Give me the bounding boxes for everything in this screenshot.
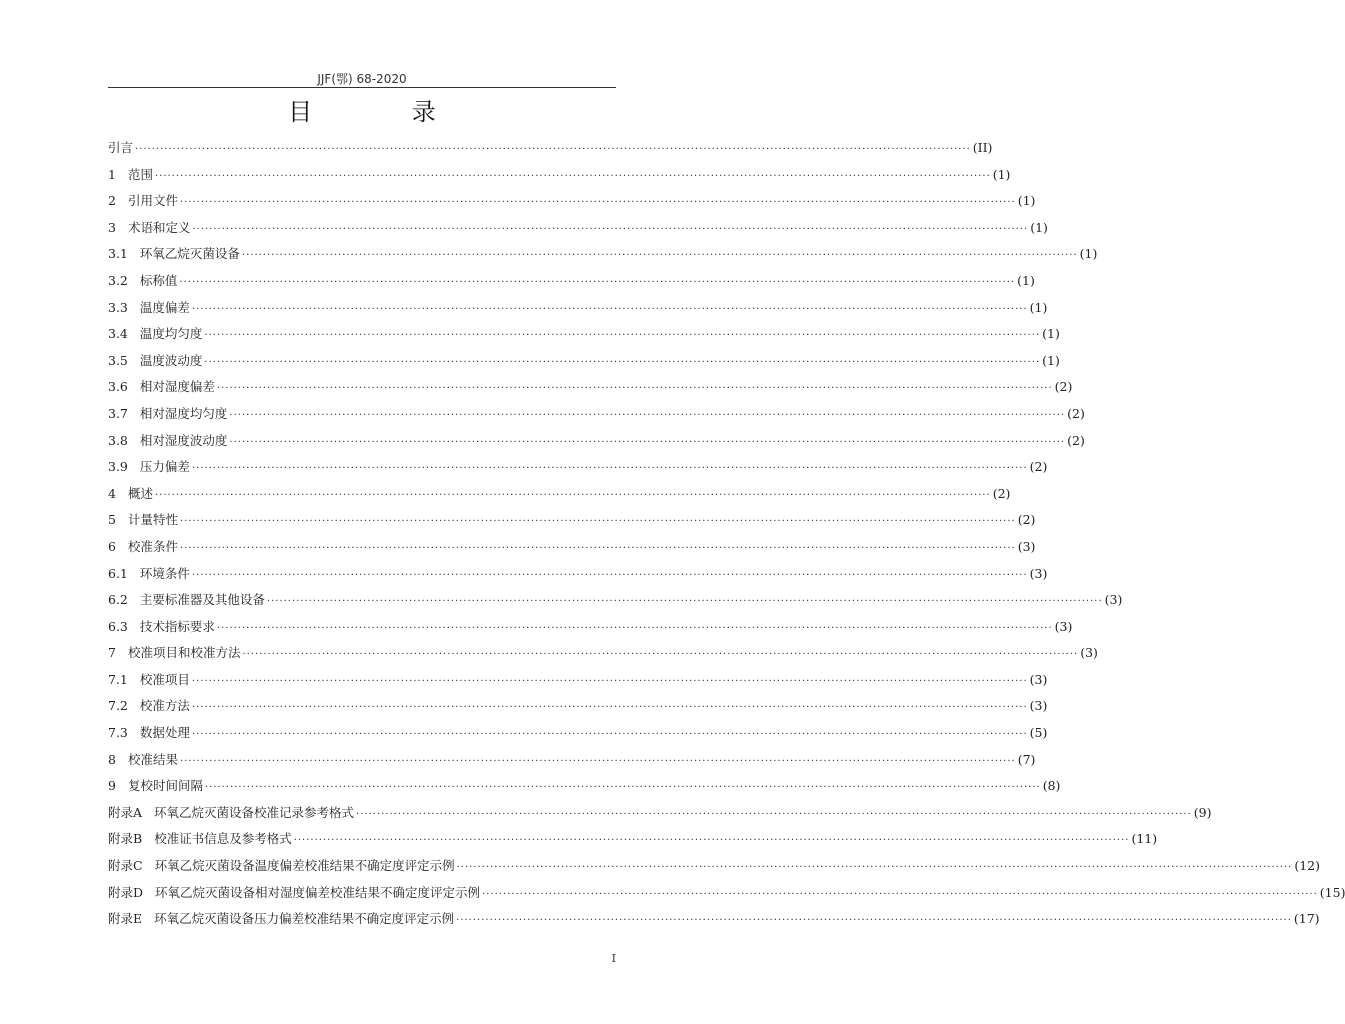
toc-list [108,138,1345,936]
toc-entry-label [108,909,456,927]
toc-leader-dots: ········································································································································································································ [204,782,1041,794]
toc-leader-dots: ········································································································································································································ [154,170,991,182]
toc-leader-dots: ········································································································································································································ [191,675,1028,687]
toc-entry[interactable] [108,537,1036,564]
toc-leader-dots: ········································································································································································································ [135,144,971,155]
toc-entry[interactable] [108,218,1048,245]
toc-leader-dots: ········································································································································································································ [191,729,1028,741]
toc-entry-page: (II) [972,140,993,155]
toc-leader-dots: ········································································································································································································ [191,569,1028,581]
toc-entry[interactable] [108,431,1085,458]
toc-entry-number: 5 [108,512,116,528]
toc-entry[interactable] [108,696,1048,723]
toc-entry[interactable] [108,803,1212,830]
toc-entry-label [108,510,180,528]
toc-leader-dots: ········································································································································································································ [191,463,1028,475]
toc-entry[interactable] [108,191,1036,218]
toc-entry-number: 7.3 [108,725,128,741]
toc-entry-label [108,324,204,342]
toc-entry-page: (15) [1319,884,1345,900]
toc-entry-page: (2) [1029,459,1048,475]
toc-entry-number: 8 [108,751,116,767]
toc-entry-number: 3.8 [108,432,128,448]
toc-entry-page: (2) [1067,405,1085,421]
toc-entry-label [108,298,192,316]
toc-entry-page: (1) [1042,352,1060,368]
toc-entry-title: 技术指标要求 [139,618,215,634]
toc-entry-title: 计量特性 [127,512,178,528]
toc-entry-number: 3.5 [108,352,128,368]
toc-entry-number: 7.1 [108,671,128,687]
toc-entry-number: 6.3 [108,618,128,634]
toc-title: 目 录 [288,98,482,126]
toc-entry-label [108,750,180,768]
toc-entry-label [108,803,356,821]
toc-entry-label [108,404,229,422]
toc-entry[interactable] [108,670,1048,697]
toc-entry-page: (3) [1029,671,1048,687]
toc-entry-number: 3 [108,219,116,235]
toc-entry-title: 校准证书信息及参考格式 [154,831,292,847]
toc-entry-label [108,457,192,475]
toc-entry-title: 压力偏差 [139,459,190,475]
toc-entry[interactable] [108,351,1060,378]
toc-entry[interactable] [108,324,1060,351]
toc-entry-label [108,883,482,901]
toc-leader-dots: ········································································································································································································ [356,808,1192,820]
toc-entry-page: (1) [1017,193,1036,209]
toc-entry-title: 相对湿度偏差 [139,379,215,395]
toc-leader-dots: ········································································································································································································ [179,516,1016,528]
toc-entry-page: (1) [1030,219,1048,235]
toc-entry-page: (1) [1029,299,1048,315]
toc-entry-page: (3) [1054,618,1073,634]
toc-entry-label [108,165,155,183]
toc-entry-label [108,590,267,608]
toc-leader-dots: ········································································································································································································ [216,383,1053,395]
toc-entry-number: 3.9 [108,459,128,475]
toc-entry-number: 附录E [108,911,143,927]
toc-leader-dots: ········································································································································································································ [216,622,1053,634]
toc-entry-page: (12) [1294,858,1321,874]
toc-leader-dots: ········································································································································································································ [192,223,1029,235]
toc-leader-dots: ········································································································································································································ [179,276,1016,288]
toc-entry-title: 校准结果 [127,751,178,767]
toc-entry-page: (17) [1293,911,1320,927]
toc-entry-label [108,244,242,262]
toc-leader-dots: ········································································································································································································ [191,303,1028,315]
toc-entry[interactable] [108,138,993,165]
toc-leader-dots: ········································································································································································································ [482,888,1318,900]
toc-entry-number: 3.7 [108,405,128,421]
toc-entry[interactable] [108,776,1061,803]
toc-entry-page: (3) [1080,645,1098,661]
toc-entry-title: 环氧乙烷灭菌设备温度偏差校准结果不确定度评定示例 [154,858,455,874]
toc-entry-page: (1) [1042,326,1060,342]
toc-entry-title: 校准项目 [139,671,190,687]
toc-entry-number: 附录D [108,884,144,900]
toc-entry-label [108,191,180,209]
toc-entry-page: (2) [992,485,1011,501]
toc-entry-number: 3.4 [108,326,128,342]
toc-entry-label [108,723,192,741]
toc-entry-page: (11) [1131,831,1158,847]
toc-entry-number: 1 [108,166,116,182]
toc-entry[interactable] [108,457,1048,484]
toc-entry-page: (3) [1017,538,1036,554]
toc-entry[interactable] [108,165,1011,192]
toc-leader-dots: ········································································································································································································ [242,649,1079,661]
toc-entry-number: 7.2 [108,698,128,714]
toc-entry-label [108,271,179,289]
toc-entry-title: 引用文件 [127,193,178,209]
toc-leader-dots: ········································································································································································································ [179,755,1016,767]
toc-entry-title: 引言 [108,140,134,155]
toc-entry-number: 7 [108,645,116,661]
toc-entry-label [108,776,205,794]
toc-entry-label [108,351,204,369]
toc-entry[interactable] [108,377,1073,404]
toc-entry-label [108,431,229,449]
toc-entry-number: 3.2 [108,272,128,288]
toc-entry-number: 附录A [108,804,143,820]
toc-entry-label [108,537,180,555]
toc-entry[interactable] [108,909,1320,936]
toc-entry-number: 4 [108,485,116,501]
toc-entry-title: 环氧乙烷灭菌设备相对湿度偏差校准结果不确定度评定示例 [155,884,481,900]
toc-leader-dots: ········································································································································································································ [179,197,1016,209]
toc-entry-title: 术语和定义 [127,219,191,235]
toc-entry-title: 相对湿度均匀度 [139,405,228,421]
toc-entry-title: 环氧乙烷灭菌设备校准记录参考格式 [154,804,355,820]
toc-entry-label [108,670,192,688]
toc-leader-dots: ········································································································································································································ [229,436,1066,448]
toc-entry[interactable] [108,856,1321,883]
toc-entry-title: 数据处理 [139,725,190,741]
toc-leader-dots: ········································································································································································································ [229,409,1066,421]
toc-entry-page: (8) [1042,778,1061,794]
toc-leader-dots: ········································································································································································································ [204,330,1041,342]
toc-entry-title: 环氧乙烷灭菌设备 [139,246,240,262]
toc-leader-dots: ········································································································································································································ [179,542,1016,554]
toc-entry-page: (1) [1017,272,1035,288]
toc-entry-label [108,484,155,502]
toc-entry-page: (3) [1029,698,1048,714]
toc-entry-number: 附录C [108,858,143,874]
toc-leader-dots: ········································································································································································································ [154,489,991,501]
toc-leader-dots: ········································································································································································································ [191,702,1028,714]
toc-entry-label [108,643,242,661]
header-rule [108,87,616,88]
toc-entry-page: (7) [1017,751,1036,767]
toc-entry-number: 3.3 [108,299,128,315]
toc-entry[interactable] [108,244,1098,271]
toc-entry-title: 概述 [127,485,153,501]
toc-entry-label [108,377,217,395]
toc-entry[interactable] [108,298,1048,325]
toc-entry-title: 环境条件 [139,565,190,581]
toc-leader-dots: ········································································································································································································ [456,915,1292,927]
toc-entry-title: 复校时间间隔 [127,778,203,794]
toc-leader-dots: ········································································································································································································ [266,596,1103,608]
toc-entry-number: 6 [108,538,116,554]
toc-entry-page: (3) [1104,592,1123,608]
toc-entry-label [108,617,217,635]
toc-entry-number: 3.6 [108,379,128,395]
toc-entry-title: 主要标准器及其他设备 [139,592,265,608]
toc-entry[interactable] [108,829,1158,856]
toc-entry-title: 校准条件 [127,538,178,554]
toc-entry-page: (2) [1067,432,1085,448]
toc-leader-dots: ········································································································································································································ [293,835,1130,847]
toc-entry-number: 9 [108,778,116,794]
toc-entry-page: (1) [992,166,1011,182]
toc-entry[interactable] [108,643,1098,670]
toc-entry-title: 温度均匀度 [139,326,203,342]
toc-entry[interactable] [108,271,1035,298]
toc-entry-page: (2) [1054,379,1073,395]
toc-entry-label [108,564,192,582]
toc-entry[interactable] [108,564,1048,591]
toc-leader-dots: ········································································································································································································ [456,862,1293,874]
toc-entry-title: 范围 [127,166,153,182]
toc-entry-number: 6.1 [108,565,128,581]
document-code: JJF(鄂) 68-2020 [317,72,407,86]
toc-entry-title: 温度波动度 [139,352,203,368]
toc-entry-number: 6.2 [108,592,128,608]
toc-entry-page: (1) [1079,246,1098,262]
toc-entry-number: 2 [108,193,116,209]
page-number: I [611,952,616,965]
toc-entry-title: 校准项目和校准方法 [127,645,241,661]
toc-entry-page: (3) [1029,565,1048,581]
toc-leader-dots: ········································································································································································································ [204,356,1041,368]
toc-entry-page: (5) [1029,725,1048,741]
toc-entry[interactable] [108,723,1048,750]
toc-entry-title: 温度偏差 [139,299,190,315]
toc-entry-title: 环氧乙烷灭菌设备压力偏差校准结果不确定度评定示例 [154,911,455,927]
toc-entry-label [108,856,457,874]
toc-entry-number: 附录B [108,831,143,847]
toc-entry-page: (9) [1193,804,1212,820]
toc-entry-label [108,829,294,847]
toc-leader-dots: ········································································································································································································ [241,250,1078,262]
toc-entry[interactable] [108,510,1036,537]
toc-entry[interactable] [108,484,1011,511]
toc-entry-title: 校准方法 [139,698,190,714]
toc-entry-label [108,138,135,156]
toc-entry[interactable] [108,590,1123,617]
toc-entry-title: 标称值 [139,272,178,288]
toc-entry-number: 3.1 [108,246,128,262]
toc-entry[interactable] [108,750,1036,777]
toc-entry[interactable] [108,617,1073,644]
toc-entry[interactable] [108,404,1085,431]
toc-entry-page: (2) [1017,512,1036,528]
toc-entry-label [108,218,192,236]
toc-entry-label [108,696,192,714]
toc-entry-title: 相对湿度波动度 [139,432,228,448]
toc-entry[interactable] [108,883,1345,910]
